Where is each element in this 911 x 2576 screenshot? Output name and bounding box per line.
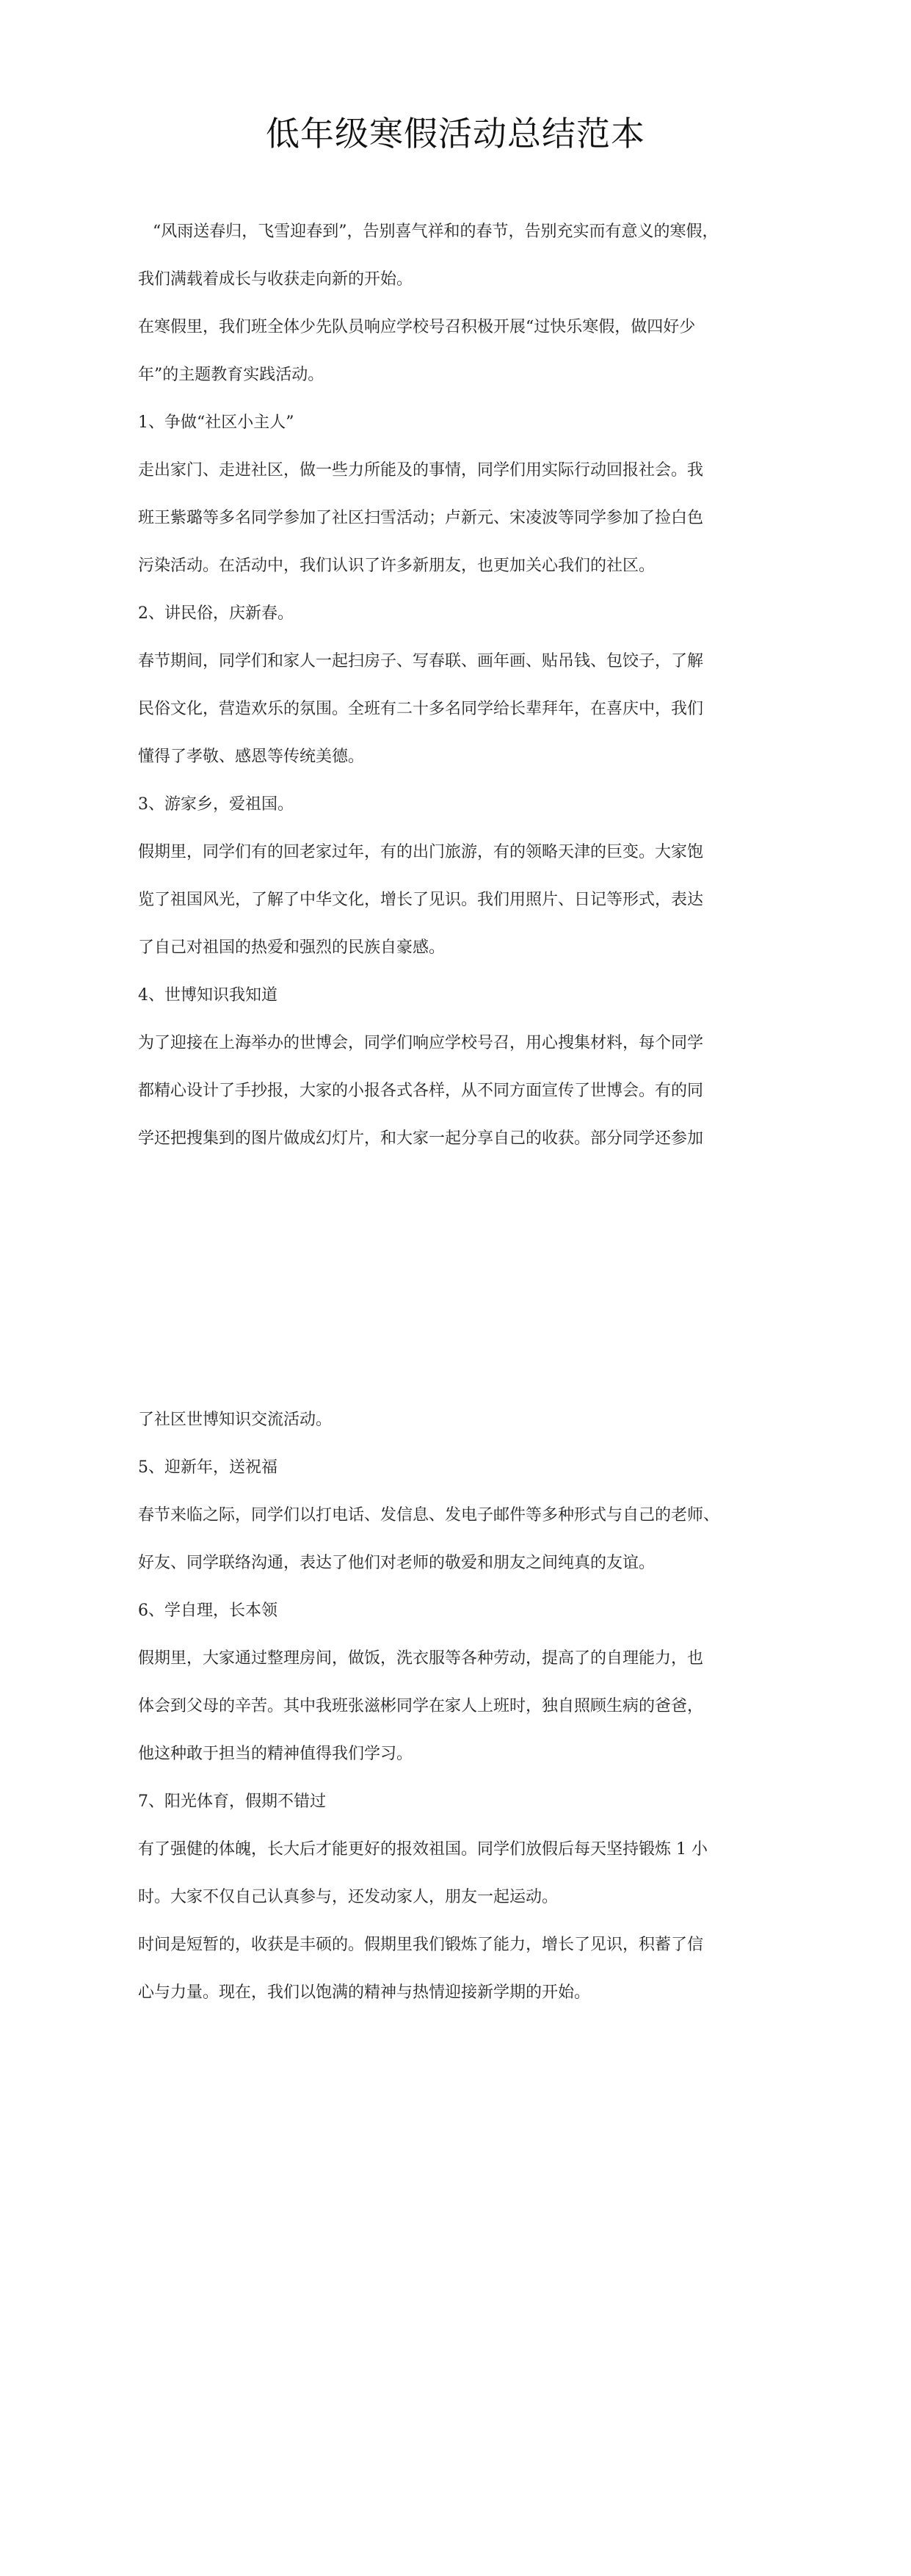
section-heading: 1、争做“社区小主人” [138,413,294,432]
paragraph-line: 在寒假里，我们班全体少先队员响应学校号召积极开展“过快乐寒假，做四好少 [138,318,696,336]
paragraph-line: 时。大家不仅自己认真参与，还发动家人，朋友一起运动。 [138,1888,559,1906]
paragraph-line: 懂得了孝敬、感恩等传统美德。 [138,748,365,766]
paragraph-line: 览了祖国风光，了解了中华文化，增长了见识。我们用照片、日记等形式，表达 [138,891,704,909]
paragraph-line: 春节期间，同学们和家人一起扫房子、写春联、画年画、贴吊钱、包饺子，了解 [138,652,704,670]
paragraph-line: 民俗文化，营造欢乐的氛围。全班有二十多名同学给长辈拜年，在喜庆中，我们 [138,700,704,718]
section-heading: 6、学自理，长本领 [138,1602,277,1620]
paragraph-line: 了自己对祖国的热爱和强烈的民族自豪感。 [138,938,446,957]
paragraph-line: 年”的主题教育实践活动。 [138,366,324,384]
paragraph-line: 假期里，大家通过整理房间，做饭，洗衣服等各种劳动，提高了的自理能力，也 [138,1649,704,1668]
paragraph-line: 假期里，同学们有的回老家过年，有的出门旅游，有的领略天津的巨变。大家饱 [138,843,704,861]
intro-line: 我们满载着成长与收获走向新的开始。 [138,270,413,289]
paragraph-line: 好友、同学联络沟通，表达了他们对老师的敬爱和朋友之间纯真的友谊。 [138,1554,656,1572]
section-heading: 5、迎新年，送祝福 [138,1458,277,1477]
paragraph-line: 体会到父母的辛苦。其中我班张滋彬同学在家人上班时，独自照顾生病的爸爸， [138,1697,704,1715]
section-heading: 2、讲民俗，庆新春。 [138,604,294,623]
paragraph-line: 为了迎接在上海举办的世博会，同学们响应学校号召，用心搜集材料，每个同学 [138,1034,704,1052]
paragraph-line: 了社区世博知识交流活动。 [138,1411,333,1429]
paragraph-line: 走出家门、走进社区，做一些力所能及的事情，同学们用实际行动回报社会。我 [138,461,704,480]
paragraph-line: 班王紫璐等多名同学参加了社区扫雪活动；卢新元、宋凌波等同学参加了捡白色 [138,509,704,527]
section-heading: 7、阳光体育，假期不错过 [138,1792,326,1811]
paragraph-line: 心与力量。现在，我们以饱满的精神与热情迎接新学期的开始。 [138,1983,591,2002]
paragraph-line: 春节来临之际，同学们以打电话、发信息、发电子邮件等多种形式与自己的老师、 [138,1506,720,1524]
paragraph-line: 有了强健的体魄，长大后才能更好的报效祖国。同学们放假后每天坚持锻炼 1 小 [138,1840,708,1859]
paragraph-line: 时间是短暂的，收获是丰硕的。假期里我们锻炼了能力，增长了见识，积蓄了信 [138,1936,704,1954]
paragraph-line: 都精心设计了手抄报，大家的小报各式各样，从不同方面宣传了世博会。有的同 [138,1082,704,1100]
paragraph-line: 学还把搜集到的图片做成幻灯片，和大家一起分享自己的收获。部分同学还参加 [138,1129,704,1148]
intro-line: “风雨送春归，飞雪迎春到”，告别喜气祥和的春节，告别充实而有意义的寒假， [153,222,719,241]
paragraph-line: 他这种敢于担当的精神值得我们学习。 [138,1745,413,1763]
section-heading: 4、世博知识我知道 [138,986,277,1005]
section-heading: 3、游家乡，爱祖国。 [138,795,294,814]
document-title: 低年级寒假活动总结范本 [266,114,645,153]
paragraph-line: 污染活动。在活动中，我们认识了许多新朋友，也更加关心我们的社区。 [138,557,656,575]
